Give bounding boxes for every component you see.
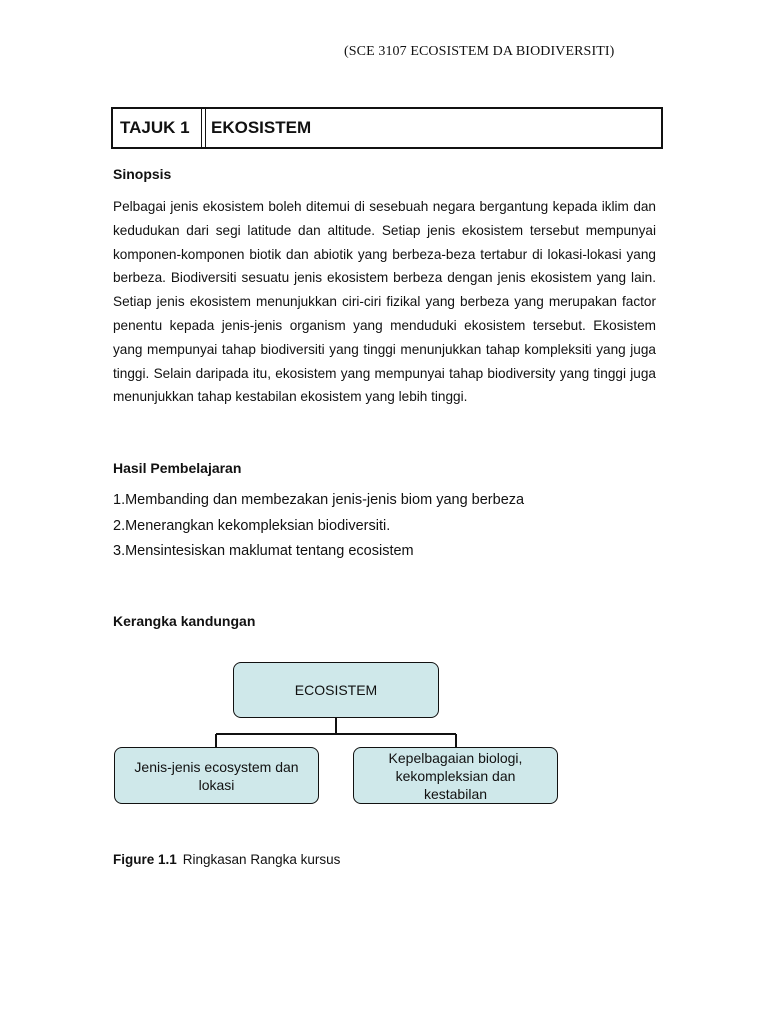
- diagram-right-node: [353, 747, 558, 804]
- learning-outcome-item: 1.Membanding dan membezakan jenis-jenis biom yang berbeza: [113, 492, 525, 508]
- figure-caption: [113, 852, 340, 867]
- content-framework-heading: Kerangka kandungan: [113, 613, 256, 629]
- synopsis-heading: Sinopsis: [113, 166, 172, 182]
- left-node-line1: Jenis-jenis ecosystem dan: [134, 758, 299, 775]
- course-header: (SCE 3107 ECOSISTEM DA BIODIVERSITI): [344, 44, 615, 59]
- topic-title-table: [111, 107, 663, 149]
- diagram-left-node: [114, 747, 319, 804]
- figure-label: Figure 1.1: [113, 852, 177, 867]
- learning-outcome-item: 2.Menerangkan kekompleksian biodiversiti.: [113, 517, 391, 534]
- synopsis-text: Pelbagai jenis ekosistem boleh ditemui di sesebuah negara bergantung kepada iklim dan kedudukan dari segi latitude dan altitude. Setiap jenis ekosistem tersebut mempunyai komponen-komponen biotik dan abiotik yang berbeza-beza tertabur di lokasi-lokasi yang berbeza. Biodiversiti sesuatu jenis ekosistem berbeza dengan jenis ekosistem yang lain. Setiap jenis ekosistem menunjukkan ciri-ciri fizikal yang berbeza yang merupakan factor penentu kepada jenis-jenis organism yang menduduki ekosistem tersebut. Ekosistem yang mempunyai tahap biodiversiti yang tinggi menunjukkan tahap kompleksiti yang juga tinggi. Selain daripada itu, ekosistem yang mempunyai tahap biodiversity yang tinggi juga menunjukkan tahap kestabilan ekosistem yang lebih tinggi.: [113, 199, 656, 405]
- right-node-line3: kestabilan: [423, 785, 488, 802]
- right-node-line2: kekompleksian dan: [395, 767, 516, 784]
- learning-outcome-item: 3.Mensintesiskan maklumat tentang ecosistem: [113, 543, 414, 559]
- diagram-root-node: [233, 662, 439, 718]
- left-node-line2: lokasi: [198, 776, 235, 793]
- right-node-line1: Kepelbagaian biologi,: [388, 749, 523, 766]
- topic-label: TAJUK 1: [113, 109, 202, 147]
- figure-text: Ringkasan Rangka kursus: [182, 852, 341, 867]
- root-node-label: ECOSISTEM: [294, 682, 378, 698]
- topic-name: EKOSISTEM: [211, 118, 312, 137]
- learning-outcomes-list: [113, 488, 673, 565]
- learning-outcomes-heading: Hasil Pembelajaran: [113, 460, 242, 476]
